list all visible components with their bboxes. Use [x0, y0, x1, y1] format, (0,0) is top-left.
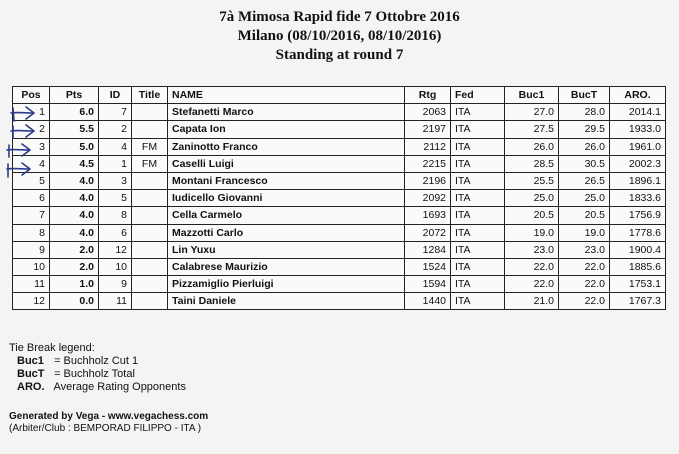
cell-id: 8: [99, 207, 132, 224]
col-header-aro: ARO.: [610, 87, 666, 104]
legend-value: Average Rating Opponents: [53, 381, 186, 393]
cell-id: 7: [99, 104, 132, 121]
cell-id: 4: [99, 138, 132, 155]
col-header-name: NAME: [168, 87, 405, 104]
cell-pos: 2: [13, 121, 50, 138]
cell-title: [132, 293, 168, 310]
cell-id: 2: [99, 121, 132, 138]
cell-buct: 28.0: [559, 104, 610, 121]
cell-pts: 4.5: [50, 155, 99, 172]
cell-title: FM: [132, 155, 168, 172]
arbiter-text: (Arbiter/Club : BEMPORAD FILIPPO - ITA ): [9, 423, 202, 434]
cell-fed: ITA: [451, 190, 505, 207]
cell-fed: ITA: [451, 172, 505, 189]
legend-heading: Tie Break legend:: [9, 342, 95, 354]
cell-fed: ITA: [451, 104, 505, 121]
cell-title: [132, 241, 168, 258]
cell-id: 11: [99, 293, 132, 310]
cell-id: 1: [99, 155, 132, 172]
table-row: [13, 121, 666, 138]
table-row: [13, 258, 666, 275]
cell-rtg: 2197: [405, 121, 451, 138]
cell-name: Caselli Luigi: [168, 155, 405, 172]
legend-value: = Buchholz Cut 1: [54, 355, 139, 367]
cell-pos: 12: [13, 293, 50, 310]
table-row: [13, 172, 666, 189]
col-header-buc1: Buc1: [505, 87, 559, 104]
cell-title: [132, 172, 168, 189]
cell-aro: 1885.6: [610, 258, 666, 275]
cell-fed: ITA: [451, 241, 505, 258]
legend-row: [9, 368, 186, 381]
cell-aro: 1833.6: [610, 190, 666, 207]
cell-fed: ITA: [451, 138, 505, 155]
cell-id: 6: [99, 224, 132, 241]
cell-pts: 4.0: [50, 190, 99, 207]
cell-pos: 8: [13, 224, 50, 241]
col-header-buct: BucT: [559, 87, 610, 104]
cell-fed: ITA: [451, 276, 505, 293]
cell-buct: 20.5: [559, 207, 610, 224]
cell-aro: 1961.0: [610, 138, 666, 155]
cell-title: [132, 224, 168, 241]
cell-buct: 29.5: [559, 121, 610, 138]
cell-buct: 22.0: [559, 276, 610, 293]
cell-buct: 22.0: [559, 258, 610, 275]
cell-name: Capata Ion: [168, 121, 405, 138]
cell-fed: ITA: [451, 207, 505, 224]
legend-row: [9, 355, 186, 368]
cell-title: [132, 207, 168, 224]
cell-buc1: 26.0: [505, 138, 559, 155]
cell-rtg: 1594: [405, 276, 451, 293]
cell-name: Zaninotto Franco: [168, 138, 405, 155]
cell-rtg: 2072: [405, 224, 451, 241]
cell-pos: 6: [13, 190, 50, 207]
legend-key: Buc1: [17, 355, 44, 367]
legend-key: BucT: [17, 368, 45, 380]
table-row: [13, 190, 666, 207]
cell-name: Calabrese Maurizio: [168, 258, 405, 275]
table-row: [13, 155, 666, 172]
cell-name: Mazzotti Carlo: [168, 224, 405, 241]
cell-pos: 5: [13, 172, 50, 189]
cell-name: Montani Francesco: [168, 172, 405, 189]
cell-buc1: 27.5: [505, 121, 559, 138]
cell-buct: 19.0: [559, 224, 610, 241]
cell-buc1: 22.0: [505, 276, 559, 293]
cell-title: [132, 190, 168, 207]
cell-pts: 2.0: [50, 258, 99, 275]
cell-buct: 23.0: [559, 241, 610, 258]
col-header-title: Title: [132, 87, 168, 104]
cell-fed: ITA: [451, 155, 505, 172]
cell-rtg: 2215: [405, 155, 451, 172]
cell-pos: 4: [13, 155, 50, 172]
cell-pts: 5.0: [50, 138, 99, 155]
legend-key: ARO.: [17, 381, 45, 393]
cell-title: FM: [132, 138, 168, 155]
cell-id: 5: [99, 190, 132, 207]
table-row: [13, 241, 666, 258]
standing-round-title: Standing at round 7: [275, 47, 404, 63]
document-header: [0, 8, 679, 65]
tournament-title: 7à Mimosa Rapid fide 7 Ottobre 2016: [219, 9, 460, 25]
cell-pos: 10: [13, 258, 50, 275]
cell-pts: 6.0: [50, 104, 99, 121]
cell-buct: 25.0: [559, 190, 610, 207]
cell-aro: 1756.9: [610, 207, 666, 224]
cell-pos: 7: [13, 207, 50, 224]
legend-row: [9, 381, 186, 394]
cell-buc1: 25.5: [505, 172, 559, 189]
cell-buct: 22.0: [559, 293, 610, 310]
cell-pts: 4.0: [50, 224, 99, 241]
cell-pos: 3: [13, 138, 50, 155]
cell-aro: 2014.1: [610, 104, 666, 121]
cell-buct: 30.5: [559, 155, 610, 172]
cell-fed: ITA: [451, 121, 505, 138]
cell-rtg: 2112: [405, 138, 451, 155]
cell-aro: 1896.1: [610, 172, 666, 189]
table-row: [13, 104, 666, 121]
cell-rtg: 2063: [405, 104, 451, 121]
cell-pts: 0.0: [50, 293, 99, 310]
cell-id: 3: [99, 172, 132, 189]
cell-aro: 1767.3: [610, 293, 666, 310]
cell-fed: ITA: [451, 293, 505, 310]
table-row: [13, 207, 666, 224]
col-header-pts: Pts: [50, 87, 99, 104]
cell-name: Iudicello Giovanni: [168, 190, 405, 207]
cell-rtg: 1284: [405, 241, 451, 258]
cell-name: Taini Daniele: [168, 293, 405, 310]
cell-name: Stefanetti Marco: [168, 104, 405, 121]
cell-rtg: 1693: [405, 207, 451, 224]
cell-buct: 26.0: [559, 138, 610, 155]
col-header-fed: Fed: [451, 87, 505, 104]
cell-buc1: 28.5: [505, 155, 559, 172]
cell-pts: 4.0: [50, 172, 99, 189]
cell-title: [132, 104, 168, 121]
cell-pts: 1.0: [50, 276, 99, 293]
col-header-id: ID: [99, 87, 132, 104]
table-row: [13, 293, 666, 310]
tournament-location-dates: Milano (08/10/2016, 08/10/2016): [237, 28, 442, 44]
cell-pts: 5.5: [50, 121, 99, 138]
cell-pts: 2.0: [50, 241, 99, 258]
cell-name: Lin Yuxu: [168, 241, 405, 258]
cell-pos: 9: [13, 241, 50, 258]
cell-id: 12: [99, 241, 132, 258]
tie-break-legend: [9, 342, 186, 394]
cell-rtg: 2092: [405, 190, 451, 207]
cell-pos: 1: [13, 104, 50, 121]
standings-table: [12, 86, 666, 310]
cell-buc1: 20.5: [505, 207, 559, 224]
legend-value: = Buchholz Total: [54, 368, 135, 380]
cell-title: [132, 276, 168, 293]
cell-title: [132, 258, 168, 275]
cell-buct: 26.5: [559, 172, 610, 189]
cell-rtg: 2196: [405, 172, 451, 189]
cell-aro: 1753.1: [610, 276, 666, 293]
table-row: [13, 276, 666, 293]
cell-buc1: 25.0: [505, 190, 559, 207]
cell-aro: 1933.0: [610, 121, 666, 138]
table-row: [13, 138, 666, 155]
cell-rtg: 1440: [405, 293, 451, 310]
table-row: [13, 224, 666, 241]
cell-name: Cella Carmelo: [168, 207, 405, 224]
cell-title: [132, 121, 168, 138]
col-header-pos: Pos: [13, 87, 50, 104]
cell-buc1: 22.0: [505, 258, 559, 275]
cell-buc1: 19.0: [505, 224, 559, 241]
document-footer: [9, 411, 208, 435]
cell-buc1: 21.0: [505, 293, 559, 310]
cell-aro: 1900.4: [610, 241, 666, 258]
table-header-row: [13, 87, 666, 104]
cell-pos: 11: [13, 276, 50, 293]
cell-buc1: 23.0: [505, 241, 559, 258]
cell-rtg: 1524: [405, 258, 451, 275]
cell-aro: 1778.6: [610, 224, 666, 241]
col-header-rtg: Rtg: [405, 87, 451, 104]
cell-fed: ITA: [451, 224, 505, 241]
cell-aro: 2002.3: [610, 155, 666, 172]
cell-buc1: 27.0: [505, 104, 559, 121]
generated-by-text: Generated by Vega - www.vegachess.com: [9, 411, 209, 422]
cell-fed: ITA: [451, 258, 505, 275]
cell-pts: 4.0: [50, 207, 99, 224]
cell-name: Pizzamiglio Pierluigi: [168, 276, 405, 293]
cell-id: 9: [99, 276, 132, 293]
cell-id: 10: [99, 258, 132, 275]
